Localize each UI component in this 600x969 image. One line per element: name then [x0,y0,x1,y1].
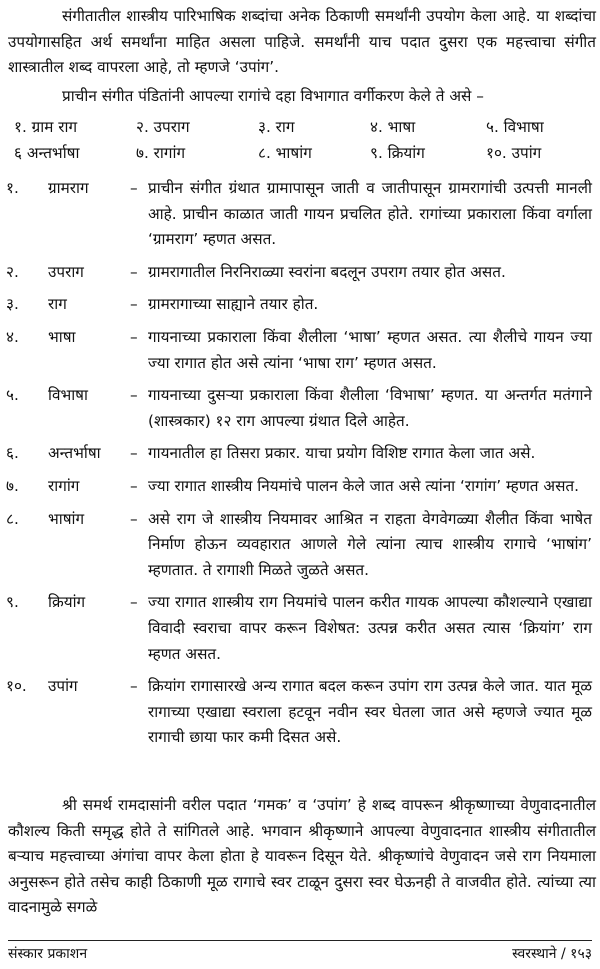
category-item: ४. भाषा [370,118,416,136]
dash-separator: – [130,476,138,495]
definition-number: ५. [6,386,19,405]
definition-item [0,325,600,376]
definition-term: उपराग [48,262,84,281]
chapter-page-number: स्वरस्थाने / १५३ [512,946,592,962]
definition-number: ७. [6,476,19,495]
category-item: ७. रागांग [136,144,186,162]
definition-number: ८. [6,509,19,528]
dash-separator: – [130,179,138,197]
category-item: ५. विभाषा [486,118,544,136]
definition-text: ज्या रागात शास्त्रीय राग नियमांचे पालन करीत गायक आपल्या कौशल्याने एखाद्या विवादी स्वराचा वापर करून विशेषत: उत्पन्न करीत असत त्यास ‘क्रियांग’ राग म्हणत असत. [148,593,592,663]
definition-number: १. [6,179,19,197]
definition-term: भाषांग [48,509,85,528]
definition-text: ज्या रागात शास्त्रीय नियमांचे पालन केले जात असे त्यांना ‘रागांग’ म्हणत असत. [148,476,579,495]
definition-number: २. [6,262,19,281]
definition-number: ६. [6,444,19,463]
definition-item [0,292,600,318]
category-item: ९. क्रियांग [370,144,425,162]
definition-list [0,176,600,758]
definition-item [0,474,600,500]
dash-separator: – [130,262,138,281]
definition-text: ग्रामरागातील निरनिराळ्या स्वरांना बदलून उपराग तयार होत असत. [148,262,506,281]
category-item: ८. भाषांग [258,144,312,162]
publisher-name: संस्कार प्रकाशन [8,946,88,962]
definition-item [0,441,600,467]
dash-separator: – [130,295,138,314]
classification-intro: प्राचीन संगीत पंडितांनी आपल्या रागांचे दहा विभागात वर्गीकरण केले ते असे – [62,87,484,105]
definition-text: क्रियांग रागासारखे अन्य रागात बदल करून उपांग राग उत्पन्न केले जात. यात मूळ रागाच्या एखाद्या स्वराला हटवून नवीन स्वर घेतला जात असे म्हणजे ज्यात मूळ रागाची छाया फार कमी दिसत असे. [148,677,592,747]
page-footer [8,940,592,963]
definition-text: गायनातील हा तिसरा प्रकार. याचा प्रयोग विशिष्ट रागात केला जात असे. [148,444,536,463]
definition-text: प्राचीन संगीत ग्रंथात ग्रामापासून जाती व जातीपासून ग्रामरागांची उत्पत्ती मानली आहे. प्राचीन काळात जाती गायन प्रचलित होते. रागांच्या प्रकाराला किंवा वर्गाला ‘ग्रामराग’ म्हणत असत. [148,179,592,249]
definition-term: उपांग [48,677,78,696]
category-item: १. ग्राम राग [14,118,78,136]
dash-separator: – [130,327,138,346]
definition-number: १०. [6,677,27,696]
closing-paragraph: श्री समर्थ रामदासांनी वरील पदात ‘गमक’ व ‘उपांग’ हे शब्द वापरून श्रीकृष्णाच्या वेणुवादनातील कौशल्य किती समृद्ध होते ते सांगितले आहे. भगवान श्रीकृष्णाने आपल्या वेणुवादनात शास्त्रीय संगीतातील बऱ्याच महत्त्वाच्या अंगांचा वापर केला होता हे यावरून दिसून येते. श्रीकृष्णांचे वेणुवादन जसे राग नियमाला अनुसरून होते तसेच काही ठिकाणी मूळ रागाचे स्वर टाळून दुसरा स्वर घेऊनही ते वाजवीत होते. त्यांच्या त्या वादनामुळे सगळे [8,796,596,916]
definition-term: विभाषा [48,386,88,405]
category-item: १०. उपांग [486,144,542,162]
dash-separator: – [130,444,138,463]
definition-term: रागांग [48,476,80,495]
dash-separator: – [130,677,138,696]
definition-item [0,383,600,434]
category-item: ३. राग [258,118,295,136]
definition-term: क्रियांग [48,593,86,612]
definition-term: राग [48,295,67,314]
category-item: २. उपराग [136,118,190,136]
intro-paragraph: संगीतातील शास्त्रीय पारिभाषिक शब्दांचा अनेक ठिकाणी समर्थांनी उपयोग केला आहे. या शब्दांचा उपयोगासहित अर्थ समर्थांना माहित असला पाहिजे. समर्थांनी याच पदात दुसरा एक महत्त्वाचा संगीत शास्त्रातील शब्द वापरला आहे, तो म्हणजे ‘उपांग’. [8,7,596,76]
definition-item [0,260,600,286]
dash-separator: – [130,593,138,612]
definition-text: ग्रामरागाच्या साह्याने तयार होत. [148,295,319,314]
category-item: ६ अन्तर्भाषा [14,144,80,162]
definition-term: भाषा [48,327,76,346]
definition-text: असे राग जे शास्त्रीय नियमावर आश्रित न राहता वेगवेगळ्या शैलीत किंवा भाषेत निर्माण होऊन व्यवहारात आणले गेले त्यांना त्याच शास्त्रीय रागाचे ‘भाषांग’ म्हणतात. ते रागाशी मिळते जुळते असत. [148,509,592,579]
definition-term: ग्रामराग [48,179,89,197]
definition-text: गायनाच्या दुसऱ्या प्रकाराला किंवा शैलीला ‘विभाषा’ म्हणत. या अन्तर्गत मतंगाने (शास्त्रकार) १२ राग आपल्या ग्रंथात दिले आहेत. [148,386,592,430]
dash-separator: – [130,386,138,405]
definition-item [0,674,600,751]
definition-item [0,590,600,667]
definition-item [0,176,600,253]
definition-term: अन्तर्भाषा [48,444,101,463]
definition-number: ९. [6,593,19,612]
definition-number: ३. [6,295,19,314]
definition-item [0,507,600,584]
definition-text: गायनाच्या प्रकाराला किंवा शैलीला ‘भाषा’ म्हणत असत. त्या शैलीचे गायन ज्या ज्या रागात होत असे त्यांना ‘भाषा राग’ म्हणत असत. [148,327,592,372]
dash-separator: – [130,509,138,528]
definition-number: ४. [6,327,19,346]
